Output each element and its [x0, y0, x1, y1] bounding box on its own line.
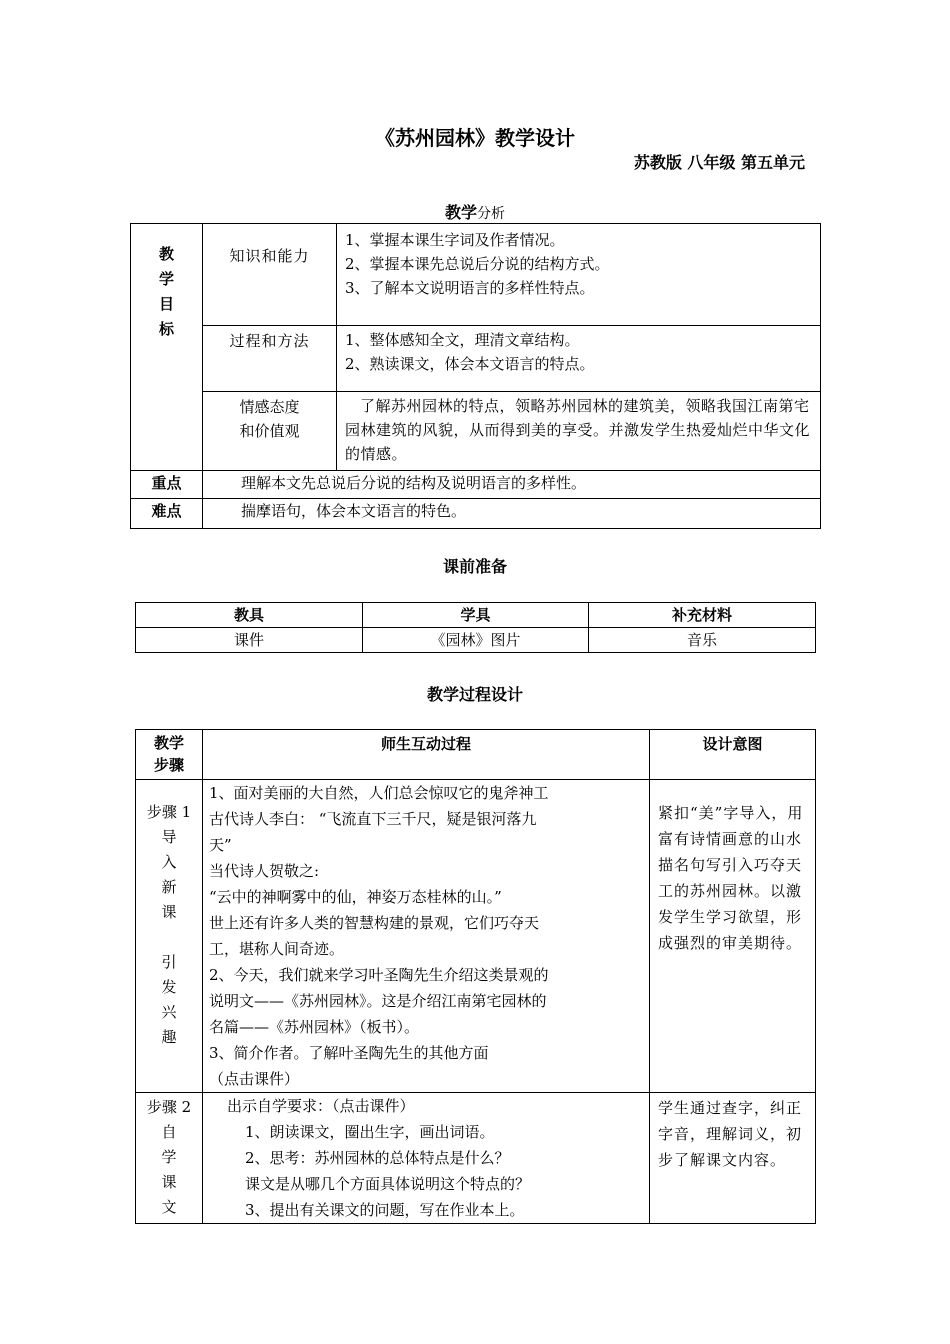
process-header-intent: 设计意图	[650, 730, 816, 780]
prep-header-teacher: 教具	[136, 603, 363, 628]
prep-heading: 课前准备	[442, 557, 507, 576]
process-heading: 教学过程设计	[426, 685, 523, 704]
emotion-content: 了解苏州园林的特点，领略苏州园林的建筑美，领略我国江南第宅园林建筑的风貌，从而得到美的享受。并激发学生热爱灿烂中华文化的情感。	[337, 392, 821, 471]
key-point-label: 重点	[131, 471, 203, 499]
prep-header-student: 学具	[363, 603, 589, 628]
document-title: 《苏州园林》教学设计	[375, 126, 575, 150]
process-header-step: 教学 步骤	[136, 730, 203, 780]
analysis-heading-bold: 教学	[444, 203, 477, 222]
step-2-label: 步骤 2 自 学 课 文	[136, 1093, 203, 1224]
knowledge-content: 1、掌握本课生字词及作者情况。 2、掌握本课先总说后分说的结构方式。 3、了解本文说明语言的多样性特点。	[337, 224, 821, 326]
process-method-content: 1、整体感知全文，理清文章结构。 2、熟读课文，体会本文语言的特点。	[337, 326, 821, 392]
process-table	[135, 729, 816, 1224]
prep-value-teacher: 课件	[136, 628, 363, 653]
analysis-table	[130, 223, 821, 529]
prep-value-student: 《园林》图片	[363, 628, 589, 653]
goal-label: 教 学 目 标	[131, 224, 203, 471]
step-1-process: 1、面对美丽的大自然，人们总会惊叹它的鬼斧神工 古代诗人李白： “飞流直下三千尺，疑是银河落九 天” 当代诗人贺敬之: “云中的神啊雾中的仙，神姿万态桂林的山。” 世上还有许多人类的智慧构建的景观，它们巧夺天 工，堪称人间奇迹。 2、今天，我们就来学习叶圣陶先生介绍这类景观的 说明文——《苏州园林》。这是介绍江南第宅园林的 名篇——《苏州园林》（板书）。 3、简介作者。了解叶圣陶先生的其他方面 （点击课件）	[203, 780, 650, 1093]
document-subtitle: 苏教版 八年级 第五单元	[633, 153, 805, 172]
step-2-process: 出示自学要求：（点击课件） 1、朗读课文，圈出生字，画出词语。 2、思考：苏州园林的总体特点是什么？ 课文是从哪几个方面具体说明这个特点的？ 3、提出有关课文的问题，写在作业本上。	[203, 1093, 650, 1224]
emotion-label: 情感态度 和价值观	[203, 392, 337, 471]
step-1-label: 步骤 1 导 入 新 课 引 发 兴 趣	[136, 780, 203, 1093]
step-2-intent: 学生通过查字，纠正字音，理解词义，初步了解课文内容。	[650, 1093, 816, 1224]
process-method-label: 过程和方法	[203, 326, 337, 392]
prep-table	[135, 602, 816, 653]
analysis-heading-light: 分析	[477, 206, 505, 222]
prep-header-extra: 补充材料	[589, 603, 816, 628]
prep-value-extra: 音乐	[589, 628, 816, 653]
knowledge-label: 知识和能力	[203, 224, 337, 326]
difficulty-label: 难点	[131, 499, 203, 529]
key-point-text: 理解本文先总说后分说的结构及说明语言的多样性。	[203, 471, 821, 499]
step-1-intent: 紧扣“美”字导入，用富有诗情画意的山水描名句写引入巧夺天工的苏州园林。以激发学生学习欲望，形成强烈的审美期待。	[650, 780, 816, 1093]
process-header-interaction: 师生互动过程	[203, 730, 650, 780]
difficulty-text: 揣摩语句，体会本文语言的特色。	[203, 499, 821, 529]
analysis-heading	[0, 200, 950, 223]
